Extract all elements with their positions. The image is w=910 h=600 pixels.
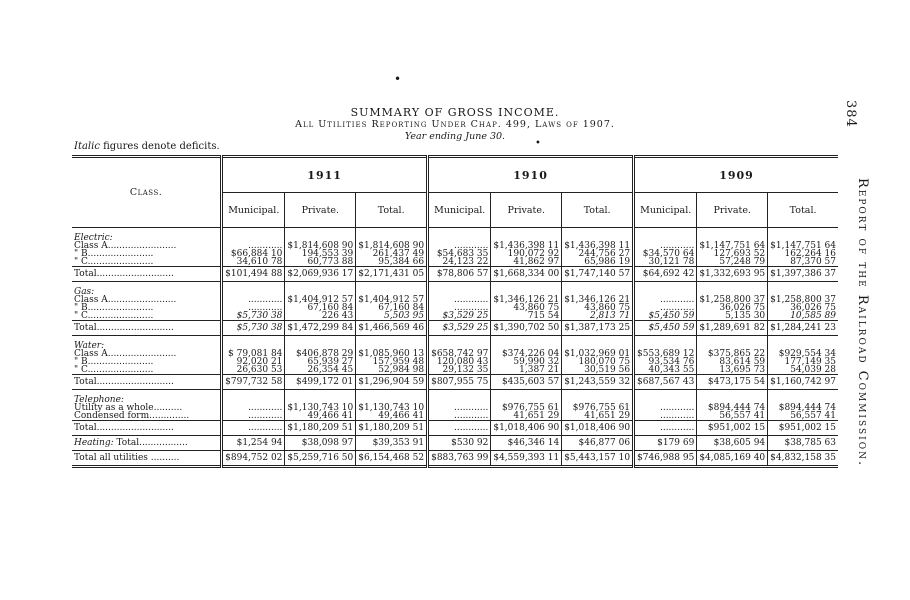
- table-title: SUMMARY OF GROSS INCOME.: [350, 106, 560, 119]
- value-cell: $2,069,936 17: [285, 267, 356, 282]
- value-cell: ............: [634, 296, 697, 304]
- empty-cell: [491, 336, 562, 351]
- value-cell: $38,785 63: [768, 436, 838, 451]
- value-cell: 5,135 30: [697, 312, 768, 321]
- value-cell: $929,554 34: [768, 350, 838, 358]
- value-cell: $951,002 15: [768, 421, 838, 436]
- value-cell: 36,026 75: [768, 304, 838, 312]
- table-row: [72, 412, 838, 421]
- empty-cell: [285, 336, 356, 351]
- row-label: " C.......................: [74, 257, 154, 267]
- row-label: " C.......................: [74, 365, 154, 375]
- section-label: Telephone:: [74, 395, 124, 405]
- value-cell: 67,160 84: [356, 304, 428, 312]
- empty-cell: [634, 336, 697, 351]
- value-cell: $4,085,169 40: [697, 451, 768, 467]
- row-label: " B.......................: [74, 303, 154, 313]
- value-cell: 59,990 32: [491, 358, 562, 366]
- value-cell: ............: [428, 404, 491, 412]
- value-cell: 56,557 41: [768, 412, 838, 421]
- value-cell: 30,519 56: [562, 366, 634, 375]
- value-cell: $46,346 14: [491, 436, 562, 451]
- value-cell: 60,773 88: [285, 258, 356, 267]
- value-cell: $1,180,209 51: [356, 421, 428, 436]
- empty-cell: [428, 390, 491, 405]
- row-label: Class A........................: [74, 295, 177, 305]
- value-cell: 65,939 27: [285, 358, 356, 366]
- section-row: [72, 336, 838, 351]
- value-cell: 30,121 78: [634, 258, 697, 267]
- value-cell: $530 92: [428, 436, 491, 451]
- value-cell: 26,354 45: [285, 366, 356, 375]
- table-body: [72, 228, 838, 467]
- value-cell: $1,018,406 90: [562, 421, 634, 436]
- page-number: 384: [843, 100, 858, 128]
- value-cell: $473,175 54: [697, 375, 768, 390]
- value-cell: ............: [428, 242, 491, 250]
- value-cell: 226 43: [285, 312, 356, 321]
- empty-cell: [491, 390, 562, 405]
- value-cell: $1,390,702 50: [491, 321, 562, 336]
- value-cell: 87,370 57: [768, 258, 838, 267]
- value-cell: 52,984 98: [356, 366, 428, 375]
- empty-cell: [285, 390, 356, 405]
- value-cell: ............: [634, 304, 697, 312]
- col-private: Private.: [285, 193, 356, 228]
- value-cell: $1,258,800 37: [768, 296, 838, 304]
- value-cell: $66,884 10: [222, 250, 285, 258]
- value-cell: $1,387,173 25: [562, 321, 634, 336]
- value-cell: 65,986 19: [562, 258, 634, 267]
- value-cell: $1,085,960 13: [356, 350, 428, 358]
- row-label-text: Total.................: [113, 438, 188, 448]
- col-municipal: Municipal.: [428, 193, 491, 228]
- value-cell: $1,472,299 84: [285, 321, 356, 336]
- value-cell: $4,832,158 35: [768, 451, 838, 467]
- empty-cell: [768, 228, 838, 243]
- value-cell: $5,443,157 10: [562, 451, 634, 467]
- class-header: Class.: [72, 157, 222, 228]
- gross-income-table: [72, 155, 838, 468]
- value-cell: ............: [222, 296, 285, 304]
- row-label: " B.......................: [74, 249, 154, 259]
- value-cell: 41,862 97: [491, 258, 562, 267]
- value-cell: $101,494 88: [222, 267, 285, 282]
- value-cell: 93,534 76: [634, 358, 697, 366]
- value-cell: 10,585 89: [768, 312, 838, 321]
- value-cell: $78,806 57: [428, 267, 491, 282]
- empty-cell: [428, 336, 491, 351]
- value-cell: $34,570 64: [634, 250, 697, 258]
- value-cell: 5,503 95: [356, 312, 428, 321]
- empty-cell: [768, 336, 838, 351]
- row-label: Utility as a whole..........: [74, 403, 183, 413]
- table-period: Year ending June 30.: [404, 131, 506, 142]
- value-cell: $374,226 04: [491, 350, 562, 358]
- value-cell: $1,332,693 95: [697, 267, 768, 282]
- deficit-note-italic: Italic: [74, 141, 100, 152]
- empty-cell: [222, 336, 285, 351]
- empty-cell: [697, 282, 768, 297]
- value-cell: $1,147,751 64: [697, 242, 768, 250]
- value-cell: $3,529 25: [428, 321, 491, 336]
- value-cell: 54,039 28: [768, 366, 838, 375]
- section-row: [72, 390, 838, 405]
- deficit-note: [74, 141, 220, 152]
- col-total: Total.: [356, 193, 428, 228]
- value-cell: $6,154,468 52: [356, 451, 428, 467]
- row-label: Total...........................: [72, 421, 222, 436]
- empty-cell: [634, 390, 697, 405]
- value-cell: $38,605 94: [697, 436, 768, 451]
- row-label: Condensed form..............: [74, 411, 190, 421]
- value-cell: 43,860 75: [491, 304, 562, 312]
- value-cell: 92,020 21: [222, 358, 285, 366]
- value-cell: ............: [428, 304, 491, 312]
- value-cell: ............: [222, 304, 285, 312]
- row-label: Total...........................: [72, 267, 222, 282]
- value-cell: 49,466 41: [285, 412, 356, 421]
- value-cell: $1,258,800 37: [697, 296, 768, 304]
- value-cell: $1,243,559 32: [562, 375, 634, 390]
- value-cell: 83,614 59: [697, 358, 768, 366]
- value-cell: 127,693 52: [697, 250, 768, 258]
- value-cell: ............: [428, 421, 491, 436]
- empty-cell: [222, 390, 285, 405]
- empty-cell: [356, 336, 428, 351]
- empty-cell: [356, 228, 428, 243]
- empty-cell: [697, 336, 768, 351]
- value-cell: $1,296,904 59: [356, 375, 428, 390]
- value-cell: $1,436,398 11: [562, 242, 634, 250]
- value-cell: $1,289,691 82: [697, 321, 768, 336]
- empty-cell: [285, 228, 356, 243]
- value-cell: $ 79,081 84: [222, 350, 285, 358]
- value-cell: 67,160 84: [285, 304, 356, 312]
- value-cell: $5,730 38: [222, 321, 285, 336]
- value-cell: 29,132 35: [428, 366, 491, 375]
- value-cell: ............: [222, 242, 285, 250]
- value-cell: $1,436,398 11: [491, 242, 562, 250]
- value-cell: $894,444 74: [697, 404, 768, 412]
- section-label: Electric:: [74, 233, 113, 243]
- value-cell: 120,080 43: [428, 358, 491, 366]
- table-subtitle: All Utilities Reporting Under Chap. 499, Laws of 1907.: [295, 119, 615, 130]
- value-cell: 194,553 39: [285, 250, 356, 258]
- col-total: Total.: [562, 193, 634, 228]
- value-cell: $1,147,751 64: [768, 242, 838, 250]
- empty-cell: [634, 282, 697, 297]
- empty-cell: [562, 228, 634, 243]
- year-header-1910: 1910: [428, 157, 634, 193]
- value-cell: 13,695 73: [697, 366, 768, 375]
- value-cell: $1,018,406 90: [491, 421, 562, 436]
- row-label: " C.......................: [74, 311, 154, 321]
- value-cell: 715 54: [491, 312, 562, 321]
- empty-cell: [562, 390, 634, 405]
- empty-cell: [428, 282, 491, 297]
- value-cell: ............: [428, 296, 491, 304]
- value-cell: 244,756 27: [562, 250, 634, 258]
- year-header-1911: 1911: [222, 157, 428, 193]
- value-cell: $976,755 61: [491, 404, 562, 412]
- section-label: Water:: [74, 341, 105, 351]
- empty-cell: [356, 282, 428, 297]
- empty-cell: [697, 228, 768, 243]
- value-cell: $658,742 97: [428, 350, 491, 358]
- value-cell: $5,259,716 50: [285, 451, 356, 467]
- value-cell: $1,404,912 57: [356, 296, 428, 304]
- value-cell: $1,466,569 46: [356, 321, 428, 336]
- value-cell: $1,404,912 57: [285, 296, 356, 304]
- running-title: Report of the Railroad Commission.: [855, 178, 870, 468]
- value-cell: 26,630 53: [222, 366, 285, 375]
- value-cell: 57,248 79: [697, 258, 768, 267]
- value-cell: 56,557 41: [697, 412, 768, 421]
- value-cell: $1,254 94: [222, 436, 285, 451]
- value-cell: $553,689 12: [634, 350, 697, 358]
- value-cell: ............: [222, 421, 285, 436]
- value-cell: 95,384 66: [356, 258, 428, 267]
- value-cell: 43,860 75: [562, 304, 634, 312]
- value-cell: 36,026 75: [697, 304, 768, 312]
- value-cell: $1,747,140 57: [562, 267, 634, 282]
- col-municipal: Municipal.: [634, 193, 697, 228]
- empty-cell: [222, 282, 285, 297]
- value-cell: $54,683 35: [428, 250, 491, 258]
- empty-cell: [491, 282, 562, 297]
- value-cell: $4,559,393 11: [491, 451, 562, 467]
- value-cell: 34,610 78: [222, 258, 285, 267]
- empty-cell: [768, 282, 838, 297]
- row-label: " B.......................: [74, 357, 154, 367]
- table-row: [72, 366, 838, 375]
- empty-cell: [285, 282, 356, 297]
- col-private: Private.: [491, 193, 562, 228]
- section-row: [72, 228, 838, 243]
- empty-cell: [222, 228, 285, 243]
- value-cell: 49,466 41: [356, 412, 428, 421]
- value-cell: $894,444 74: [768, 404, 838, 412]
- table-row: [72, 312, 838, 321]
- value-cell: 180,070 75: [562, 358, 634, 366]
- value-cell: 41,651 29: [562, 412, 634, 421]
- empty-cell: [562, 336, 634, 351]
- row-label-italic: Heating:: [74, 438, 114, 448]
- value-cell: $5,730 38: [222, 312, 285, 321]
- empty-cell: [562, 282, 634, 297]
- value-cell: ............: [428, 412, 491, 421]
- value-cell: $1,130,743 10: [356, 404, 428, 412]
- value-cell: $1,180,209 51: [285, 421, 356, 436]
- value-cell: ............: [634, 421, 697, 436]
- col-municipal: Municipal.: [222, 193, 285, 228]
- value-cell: $1,346,126 21: [491, 296, 562, 304]
- empty-cell: [768, 390, 838, 405]
- total-row: [72, 321, 838, 336]
- value-cell: $5,450 59: [634, 321, 697, 336]
- value-cell: $406,878 29: [285, 350, 356, 358]
- total-row: [72, 421, 838, 436]
- value-cell: $951,002 15: [697, 421, 768, 436]
- printer-mark: •: [394, 72, 402, 86]
- row-label: Class A........................: [74, 241, 177, 251]
- value-cell: ............: [634, 412, 697, 421]
- value-cell: $38,098 97: [285, 436, 356, 451]
- value-cell: $1,668,334 00: [491, 267, 562, 282]
- value-cell: 24,123 22: [428, 258, 491, 267]
- col-total: Total.: [768, 193, 838, 228]
- value-cell: $797,732 58: [222, 375, 285, 390]
- row-label: Total...........................: [72, 321, 222, 336]
- value-cell: $894,752 02: [222, 451, 285, 467]
- value-cell: 261,437 49: [356, 250, 428, 258]
- value-cell: $1,814,608 90: [356, 242, 428, 250]
- value-cell: ............: [634, 242, 697, 250]
- value-cell: $1,346,126 21: [562, 296, 634, 304]
- row-label: Total all utilities ..........: [72, 451, 222, 467]
- empty-cell: [697, 390, 768, 405]
- empty-cell: [356, 390, 428, 405]
- value-cell: 190,072 92: [491, 250, 562, 258]
- value-cell: $1,160,742 97: [768, 375, 838, 390]
- value-cell: $5,450 59: [634, 312, 697, 321]
- value-cell: 162,264 16: [768, 250, 838, 258]
- value-cell: $375,865 22: [697, 350, 768, 358]
- value-cell: $687,567 43: [634, 375, 697, 390]
- row-label: Total...........................: [72, 375, 222, 390]
- total-row: [72, 267, 838, 282]
- total-row: [72, 375, 838, 390]
- value-cell: $883,763 99: [428, 451, 491, 467]
- value-cell: $807,955 75: [428, 375, 491, 390]
- empty-cell: [428, 228, 491, 243]
- value-cell: $3,529 25: [428, 312, 491, 321]
- value-cell: 177,149 35: [768, 358, 838, 366]
- col-private: Private.: [697, 193, 768, 228]
- value-cell: $39,353 91: [356, 436, 428, 451]
- section-label: Gas:: [74, 287, 95, 297]
- value-cell: 2,813 71: [562, 312, 634, 321]
- value-cell: $1,284,241 23: [768, 321, 838, 336]
- total-row: [72, 436, 838, 451]
- table-row: [72, 258, 838, 267]
- value-cell: 40,343 55: [634, 366, 697, 375]
- value-cell: 157,959 48: [356, 358, 428, 366]
- empty-cell: [634, 228, 697, 243]
- section-row: [72, 282, 838, 297]
- value-cell: $1,130,743 10: [285, 404, 356, 412]
- value-cell: $46,877 06: [562, 436, 634, 451]
- value-cell: $976,755 61: [562, 404, 634, 412]
- value-cell: 1,387 21: [491, 366, 562, 375]
- value-cell: $499,172 01: [285, 375, 356, 390]
- value-cell: 41,651 29: [491, 412, 562, 421]
- value-cell: ............: [222, 404, 285, 412]
- empty-cell: [491, 228, 562, 243]
- year-header-1909: 1909: [634, 157, 838, 193]
- value-cell: $1,397,386 37: [768, 267, 838, 282]
- value-cell: $1,032,969 01: [562, 350, 634, 358]
- value-cell: ............: [222, 412, 285, 421]
- value-cell: $746,988 95: [634, 451, 697, 467]
- value-cell: $1,814,608 90: [285, 242, 356, 250]
- value-cell: $435,603 57: [491, 375, 562, 390]
- deficit-note-text: figures denote deficits.: [99, 141, 220, 152]
- value-cell: ............: [634, 404, 697, 412]
- row-label: Class A........................: [74, 349, 177, 359]
- value-cell: $179 69: [634, 436, 697, 451]
- value-cell: $64,692 42: [634, 267, 697, 282]
- value-cell: $2,171,431 05: [356, 267, 428, 282]
- row-label: [72, 436, 222, 451]
- total-row: [72, 451, 838, 467]
- printer-mark-small: •: [535, 138, 541, 149]
